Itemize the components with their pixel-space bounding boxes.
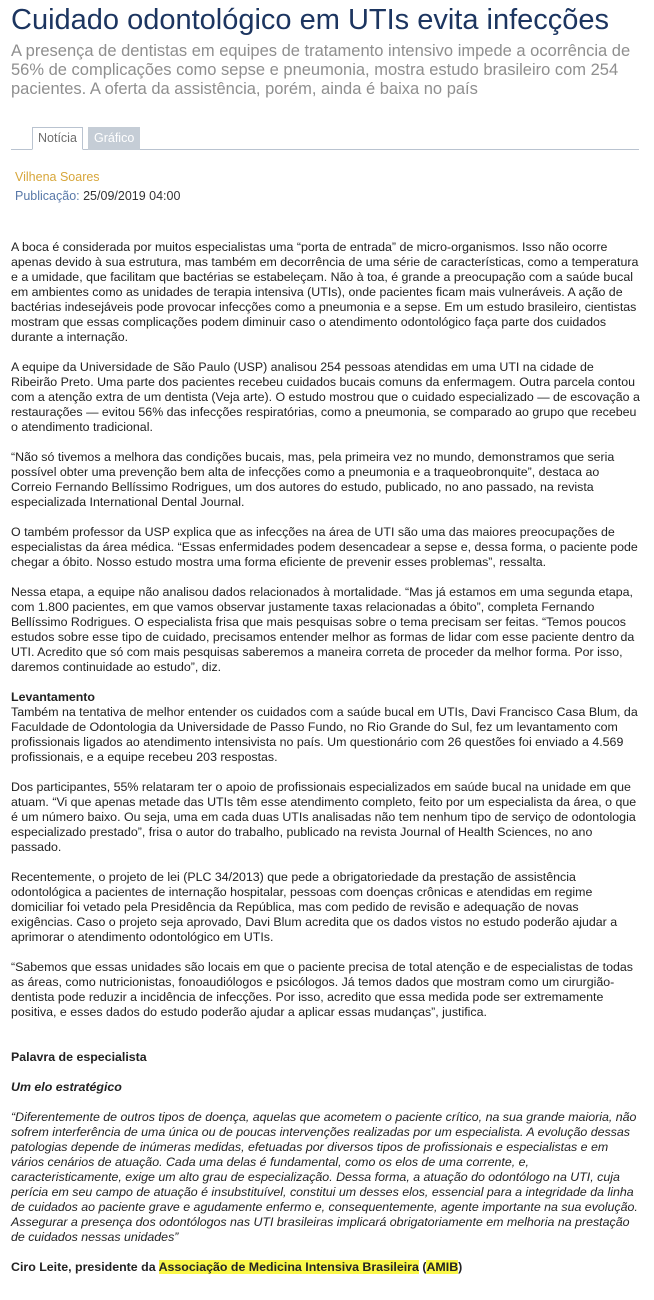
signature-paren-open: (: [418, 1260, 427, 1274]
box-heading: Palavra de especialista: [11, 1050, 147, 1064]
publication-date: 25/09/2019 04:00: [83, 189, 181, 203]
paragraph: A equipe da Universidade de São Paulo (USP) analisou 254 pessoas atendidas em uma UTI na cidade de Ribeirão Preto. Uma parte dos pacientes recebeu cuidados bucais comuns da enfermagem. Outra parcela contou com a atenção extra de um dentista (Veja arte). O estudo mostrou que o cuidado especializado — de escovação a restaurações — evitou 56% das infecções respiratórias, como a pneumonia, se comparado ao grupo que recebeu o atendimento tradicional.: [11, 360, 640, 434]
paragraph: “Sabemos que essas unidades são locais em que o paciente precisa de total atenção e de especialistas de todas as áreas, como nutricionistas, fonoaudiólogos e psicólogos. Já temos dados que mostram como um cirurgião-dentista pode reduzir a incidência de infecções. Por isso, acredito que essa medida pode ser extremamente positiva, e esses dados do estudo poderão ajudar a aplicar essas mudanças”, justifica.: [11, 960, 633, 1019]
author-name: Vilhena Soares: [15, 170, 100, 184]
section-heading: Levantamento: [11, 690, 95, 704]
signature: [11, 1260, 641, 1275]
article-title: Cuidado odontológico em UTIs evita infecções: [11, 4, 610, 36]
publication-label: Publicação:: [15, 189, 80, 203]
signature-abbr-link[interactable]: AMIB: [426, 1260, 459, 1274]
article-subtitle: A presença de dentistas em equipes de tratamento intensivo impede a ocorrência de 56% de complicações como sepse e pneumonia, mostra estudo brasileiro com 254 pacientes. A oferta da assistência, porém, ainda é baixa no país: [11, 42, 631, 98]
tab-grafico[interactable]: Gráfico: [88, 127, 140, 150]
paragraph: Recentemente, o projeto de lei (PLC 34/2013) que pede a obrigatoriedade da prestação de assistência odontológica a pacientes de internação hospitalar, pessoas com doenças crônicas e atendidas em regime domiciliar foi vetado pela Presidência da República, mas com pedido de revisão e adequação de novas exigências. Caso o projeto seja aprovado, Davi Blum acredita que os dados vistos no estudo poderão ajudar a aprimorar o atendimento odontológico em UTIs.: [11, 870, 618, 944]
box-subheading: Um elo estratégico: [11, 1080, 122, 1094]
signature-paren-close: ): [458, 1260, 463, 1274]
box-quote: “Diferentemente de outros tipos de doença, aquelas que acometem o paciente crítico, na sua grande maioria, não sofrem interferência de uma única ou de poucas intervenções realizadas por um especialista. A evolução dessas patologias depende de inúmeras medidas, efetuadas por diversos tipos de profissionais e especialistas e em vários cenários de atuação. Cada uma delas é fundamental, como os elos de uma corrente, e, caracteristicamente, exige um alto grau de especialização. Dessa forma, a atuação do odontólogo na UTI, cuja perícia em seu campo de atuação é insubstituível, constitui um desses elos, essencial para a integridade da linha de cuidados ao paciente grave e agudamente enfermo e, consequentemente, agente importante na sua evolução. Assegurar a presença dos odontólogos nas UTI brasileiras implicará obrigatoriamente em melhoria na prestação de cuidados nessas unidades”: [11, 1110, 638, 1244]
tab-noticia[interactable]: Notícia: [32, 127, 83, 150]
publication-info: [15, 189, 180, 204]
paragraph: Nessa etapa, a equipe não analisou dados relacionados à mortalidade. “Mas já estamos em uma segunda etapa, com 1.800 pacientes, em que vamos observar justamente taxas relacionadas a óbito”, completa Fernando Bellíssimo Rodrigues. O especialista frisa que mais pesquisas sobre o tema precisam ser feitas. “Temos poucos estudos sobre esse tipo de cuidado, precisamos entender melhor as formas de lidar com esse paciente dentro da UTI. Acredito que só com mais pesquisas saberemos a maneira correta de proceder da melhor forma. Por isso, daremos continuidade ao estudo”, diz.: [11, 585, 635, 674]
paragraph: A boca é considerada por muitos especialistas uma “porta de entrada” de micro-organismos. Isso não ocorre apenas devido à sua estrutura, mas também em decorrência de uma série de características, como a temperatura e a umidade, que facilitam que bactérias se estabeleçam. Não à toa, é grande a preocupação com a saúde bucal em ambientes como as unidades de terapia intensiva (UTIs), onde pacientes ficam mais vulneráveis. A ação de bactérias indesejáveis pode provocar infecções como a pneumonia e a sepse. Em um estudo brasileiro, cientistas mostram que essas complicações podem diminuir caso o atendimento odontológico faça parte dos cuidados durante a internação.: [11, 240, 639, 344]
paragraph: Também na tentativa de melhor entender os cuidados com a saúde bucal em UTIs, Davi Francisco Casa Blum, da Faculdade de Odontologia da Universidade de Passo Fundo, no Rio Grande do Sul, fez um levantamento com profissionais ligados ao atendimento intensivista no país. Um questionário com 26 questões foi enviado a 4.569 profissionais, e a equipe recebeu 203 respostas.: [11, 705, 638, 764]
paragraph: O também professor da USP explica que as infecções na área de UTI são uma das maiores preocupações de especialistas da área médica. “Essas enfermidades podem desencadear a sepse e, dessa forma, o paciente pode chegar a óbito. Nosso estudo mostra uma forma eficiente de prevenir esses problemas”, ressalta.: [11, 525, 638, 569]
article-body: [11, 240, 641, 1275]
signature-prefix: Ciro Leite, presidente da: [11, 1260, 159, 1274]
paragraph: Dos participantes, 55% relataram ter o apoio de profissionais especializados em saúde bucal na unidade em que atuam. “Vi que apenas metade das UTIs têm esse atendimento completo, feito por um especialista da área, o que é um número baixo. Ou seja, uma em cada duas UTIs analisadas não tem nenhum tipo de serviço de odontologia especializado prestado”, frisa o autor do trabalho, publicado na revista Journal of Health Sciences, no ano passado.: [11, 780, 637, 854]
signature-org-link[interactable]: Associação de Medicina Intensiva Brasileira: [158, 1260, 419, 1274]
article-tabs: [11, 125, 639, 150]
paragraph: “Não só tivemos a melhora das condições bucais, mas, pela primeira vez no mundo, demonstramos que seria possível obter uma prevenção bem alta de infecções como a pneumonia e a traqueobronquite”, destaca ao Correio Fernando Bellíssimo Rodrigues, um dos autores do estudo, publicado, no ano passado, na revista especializada International Dental Journal.: [11, 450, 615, 509]
